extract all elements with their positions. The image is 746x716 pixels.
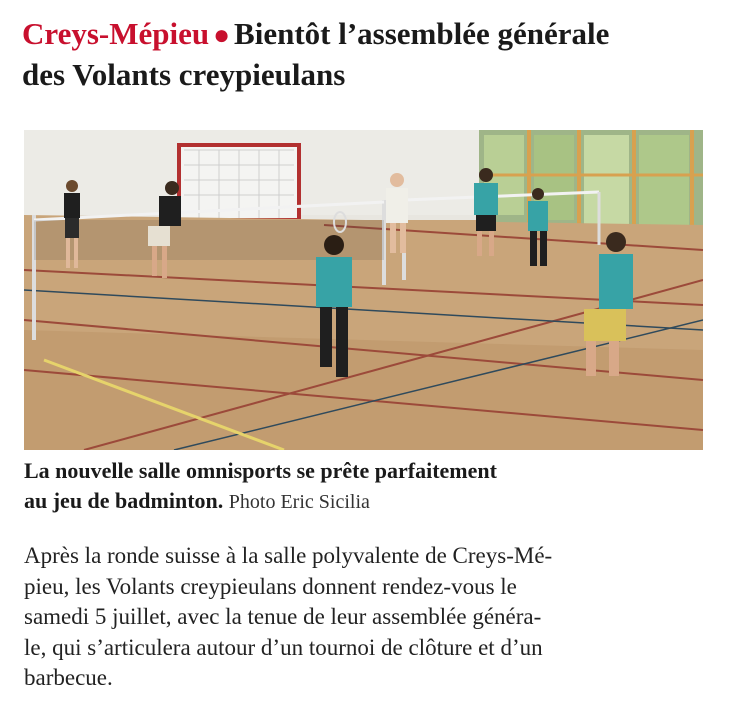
photo-caption	[24, 456, 714, 517]
caption-line2: au jeu de badminton.	[24, 488, 224, 513]
kicker-separator-dot: ●	[213, 20, 231, 51]
body-line: pieu, les Volants creypieulans donnent rendez-vous le	[24, 573, 517, 599]
article-headline	[22, 14, 722, 94]
photo-credit: Photo Eric Sicilia	[228, 491, 370, 513]
window-wall	[479, 130, 703, 230]
article-body	[24, 541, 724, 694]
headline-title-line1: Bientôt l’assemblée générale	[234, 16, 610, 51]
kicker-location: Creys-Mépieu	[22, 16, 210, 51]
body-line: le, qui s’articulera autour d’un tournoi de clôture et d’un	[24, 634, 543, 660]
body-line: barbecue.	[24, 665, 113, 690]
body-line: Après la ronde suisse à la salle polyvalente de Creys-Mé-	[24, 543, 553, 568]
caption-line1: La nouvelle salle omnisports se prête parfaitement	[24, 458, 497, 483]
article-photo	[24, 130, 703, 450]
body-line: samedi 5 juillet, avec la tenue de leur assemblée généra-	[24, 604, 542, 629]
headline-title-line2: des Volants creypieulans	[22, 57, 346, 92]
